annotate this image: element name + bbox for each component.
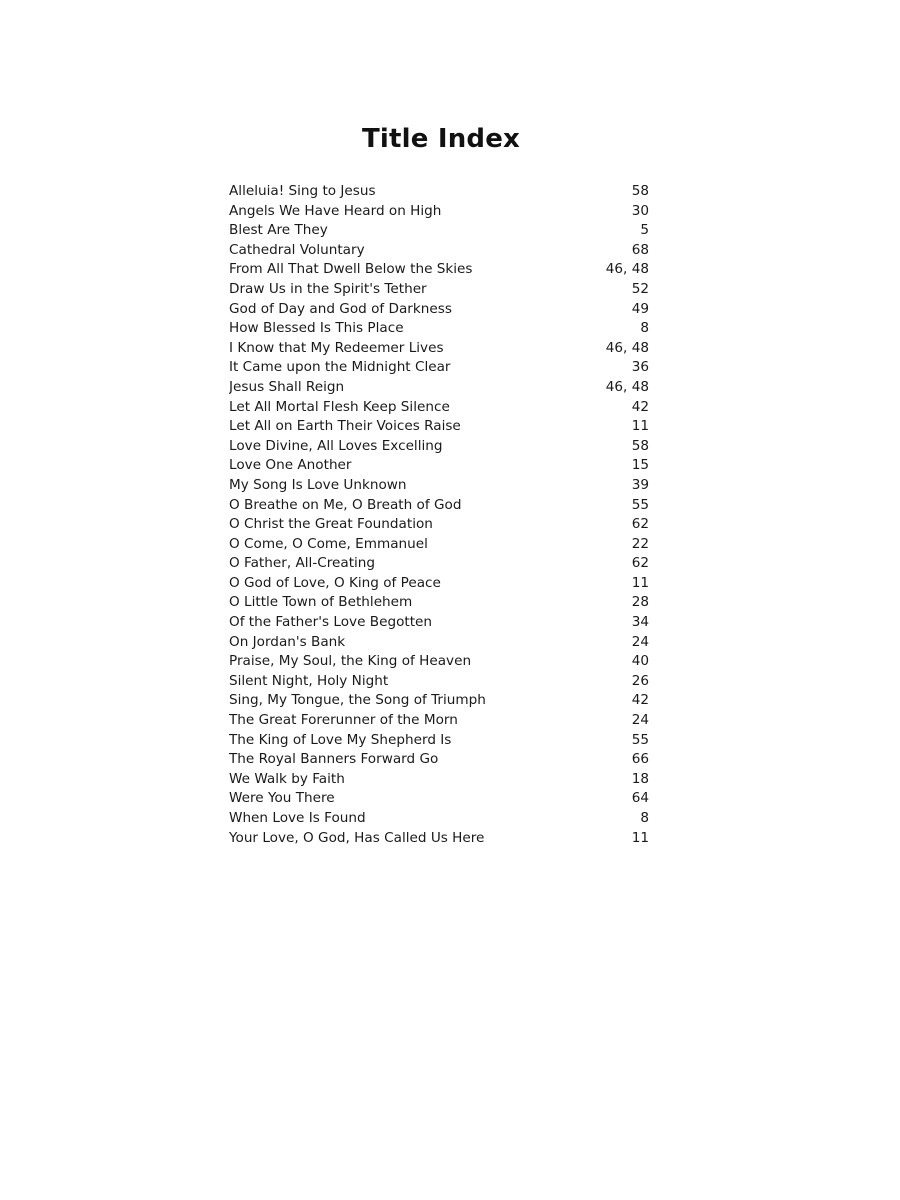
index-entry xyxy=(229,496,649,516)
index-entry xyxy=(229,476,649,496)
entry-page-numbers: 15 xyxy=(631,457,649,474)
entry-page-numbers: 8 xyxy=(640,320,649,337)
entry-page-numbers: 66 xyxy=(631,751,649,768)
entry-title: O Christ the Great Foundation xyxy=(229,516,433,533)
index-entry xyxy=(229,770,649,790)
entry-title: O Come, O Come, Emmanuel xyxy=(229,535,428,552)
index-entry xyxy=(229,241,649,261)
entry-title: The Royal Banners Forward Go xyxy=(229,751,439,768)
index-entry xyxy=(229,339,649,359)
entry-page-numbers: 52 xyxy=(631,280,649,297)
entry-title: From All That Dwell Below the Skies xyxy=(229,261,473,278)
entry-title: O Father, All-Creating xyxy=(229,555,376,572)
index-entry xyxy=(229,711,649,731)
page-title: Title Index xyxy=(361,124,521,154)
entry-page-numbers: 46, 48 xyxy=(605,378,649,395)
entry-title: Sing, My Tongue, the Song of Triumph xyxy=(229,692,486,709)
entry-page-numbers: 46, 48 xyxy=(605,339,649,356)
entry-page-numbers: 34 xyxy=(631,614,649,631)
index-entry xyxy=(229,456,649,476)
entry-page-numbers: 55 xyxy=(631,731,649,748)
entry-title: Were You There xyxy=(229,790,335,807)
entry-page-numbers: 49 xyxy=(631,300,649,317)
index-entry xyxy=(229,593,649,613)
entry-title: Angels We Have Heard on High xyxy=(229,202,442,219)
index-entry xyxy=(229,574,649,594)
index-entry xyxy=(229,789,649,809)
entry-title: The King of Love My Shepherd Is xyxy=(229,731,452,748)
entry-title: The Great Forerunner of the Morn xyxy=(229,712,458,729)
entry-page-numbers: 55 xyxy=(631,496,649,513)
index-entry xyxy=(229,731,649,751)
entry-page-numbers: 11 xyxy=(631,829,649,846)
entry-title: Cathedral Voluntary xyxy=(229,241,365,258)
entry-page-numbers: 40 xyxy=(631,653,649,670)
index-entry xyxy=(229,652,649,672)
index-entry xyxy=(229,358,649,378)
entry-title: My Song Is Love Unknown xyxy=(229,476,407,493)
index-entry xyxy=(229,750,649,770)
entry-title: O God of Love, O King of Peace xyxy=(229,574,441,591)
index-entry xyxy=(229,280,649,300)
index-entry xyxy=(229,260,649,280)
entry-page-numbers: 39 xyxy=(631,476,649,493)
entry-title: Draw Us in the Spirit's Tether xyxy=(229,280,427,297)
index-entry xyxy=(229,398,649,418)
index-entry xyxy=(229,417,649,437)
entry-page-numbers: 42 xyxy=(631,692,649,709)
entry-page-numbers: 18 xyxy=(631,770,649,787)
entry-page-numbers: 5 xyxy=(640,222,649,239)
index-entry xyxy=(229,221,649,241)
entry-title: I Know that My Redeemer Lives xyxy=(229,339,444,356)
index-entry xyxy=(229,202,649,222)
entry-title: Alleluia! Sing to Jesus xyxy=(229,183,376,199)
entry-title: Praise, My Soul, the King of Heaven xyxy=(229,653,472,670)
entry-page-numbers: 62 xyxy=(631,555,649,572)
entry-title: Of the Father's Love Begotten xyxy=(229,614,433,631)
entry-title: On Jordan's Bank xyxy=(229,633,346,650)
entry-title: O Little Town of Bethlehem xyxy=(229,594,413,611)
entry-title: Blest Are They xyxy=(229,222,328,239)
index-entry xyxy=(229,319,649,339)
entry-title: It Came upon the Midnight Clear xyxy=(229,359,451,376)
entry-title: Love One Another xyxy=(229,457,352,474)
entry-page-numbers: 62 xyxy=(631,516,649,533)
entry-page-numbers: 26 xyxy=(631,672,649,689)
entry-title: How Blessed Is This Place xyxy=(229,320,404,337)
index-entry xyxy=(229,515,649,535)
index-entry xyxy=(229,535,649,555)
entry-title: Love Divine, All Loves Excelling xyxy=(229,437,443,454)
entry-page-numbers: 58 xyxy=(631,437,649,454)
entry-title: Jesus Shall Reign xyxy=(229,378,345,395)
entry-title: Let All Mortal Flesh Keep Silence xyxy=(229,398,450,415)
entry-title: When Love Is Found xyxy=(229,810,366,826)
entry-title: We Walk by Faith xyxy=(229,770,345,787)
index-entry xyxy=(229,554,649,574)
entry-page-numbers: 22 xyxy=(631,535,649,552)
index-entry xyxy=(229,378,649,398)
entry-page-numbers: 24 xyxy=(631,712,649,729)
entry-title: Let All on Earth Their Voices Raise xyxy=(229,418,461,435)
entry-title: Your Love, O God, Has Called Us Here xyxy=(229,829,485,846)
entry-title: O Breathe on Me, O Breath of God xyxy=(229,496,462,513)
entry-title: God of Day and God of Darkness xyxy=(229,300,452,317)
index-entry xyxy=(229,672,649,692)
index-entry xyxy=(229,613,649,633)
entry-title: Silent Night, Holy Night xyxy=(229,672,389,689)
entry-page-numbers: 64 xyxy=(631,790,649,807)
entry-page-numbers: 24 xyxy=(631,633,649,650)
entry-page-numbers: 36 xyxy=(631,359,649,376)
entry-page-numbers: 68 xyxy=(631,241,649,258)
entry-page-numbers: 11 xyxy=(631,574,649,591)
entry-page-numbers: 28 xyxy=(631,594,649,611)
index-entry xyxy=(229,829,649,849)
index-entry xyxy=(229,809,649,829)
index-entry xyxy=(229,437,649,457)
entry-page-numbers: 8 xyxy=(640,810,649,826)
entry-page-numbers: 30 xyxy=(631,202,649,219)
index-entry xyxy=(229,300,649,320)
title-index-list xyxy=(229,182,649,848)
index-entry xyxy=(229,182,649,202)
index-entry xyxy=(229,691,649,711)
entry-page-numbers: 11 xyxy=(631,418,649,435)
entry-page-numbers: 46, 48 xyxy=(605,261,649,278)
index-entry xyxy=(229,633,649,653)
entry-page-numbers: 58 xyxy=(631,183,649,199)
entry-page-numbers: 42 xyxy=(631,398,649,415)
